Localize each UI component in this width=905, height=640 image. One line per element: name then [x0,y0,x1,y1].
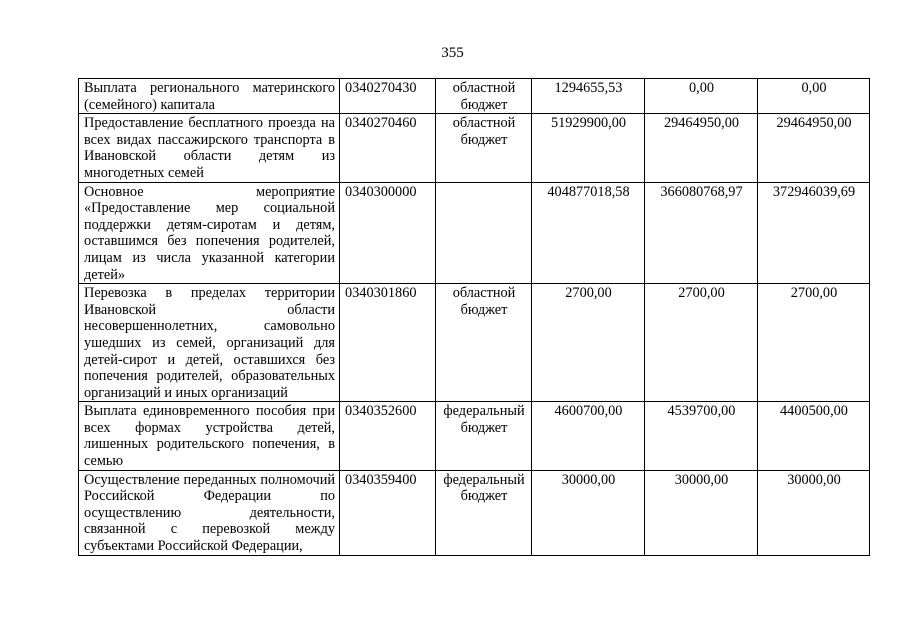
table-row [79,114,870,182]
row-source: областной бюджет [436,114,532,182]
row-value-1: 4600700,00 [532,402,645,470]
row-value-1: 2700,00 [532,284,645,402]
table-row [79,182,870,284]
row-source: федеральный бюджет [436,470,532,555]
table-row [79,470,870,555]
table-row [79,284,870,402]
row-name: Осуществление переданных полномочий Российской Федерации по осуществлению деятельности, связанной с перевозкой между субъектами Российской Федерации, [79,470,340,555]
row-name: Выплата единовременного пособия при всех формах устройства детей, лишенных родительского попечения, в семью [79,402,340,470]
row-source [436,182,532,284]
row-value-3: 4400500,00 [758,402,870,470]
row-name: Основное мероприятие «Предоставление мер социальной поддержки детям-сиротам и детям, оставшимся без попечения родителей, лицам из числа указанной категории детей» [79,182,340,284]
row-value-2: 4539700,00 [645,402,758,470]
row-value-2: 30000,00 [645,470,758,555]
row-name: Перевозка в пределах территории Ивановской области несовершеннолетних, самовольно ушедших из семей, организаций для детей-сирот и детей, оставшихся без попечения родителей, образовательных организаций и иных организаций [79,284,340,402]
row-value-1: 51929900,00 [532,114,645,182]
row-name: Предоставление бесплатного проезда на всех видах пассажирского транспорта в Ивановской области детям из многодетных семей [79,114,340,182]
row-value-1: 404877018,58 [532,182,645,284]
row-source: областной бюджет [436,284,532,402]
row-value-3: 372946039,69 [758,182,870,284]
row-value-3: 2700,00 [758,284,870,402]
row-source: федеральный бюджет [436,402,532,470]
row-code: 0340270460 [340,114,436,182]
row-code: 0340300000 [340,182,436,284]
row-value-3: 29464950,00 [758,114,870,182]
row-name: Выплата регионального материнского (семейного) капитала [79,79,340,114]
row-source: областной бюджет [436,79,532,114]
row-code: 0340270430 [340,79,436,114]
row-value-3: 30000,00 [758,470,870,555]
row-code: 0340301860 [340,284,436,402]
row-value-1: 1294655,53 [532,79,645,114]
row-value-2: 2700,00 [645,284,758,402]
row-value-2: 29464950,00 [645,114,758,182]
row-code: 0340352600 [340,402,436,470]
row-value-2: 0,00 [645,79,758,114]
row-value-3: 0,00 [758,79,870,114]
table-row [79,402,870,470]
page-number: 355 [441,45,464,61]
budget-table [78,78,870,556]
row-value-1: 30000,00 [532,470,645,555]
row-value-2: 366080768,97 [645,182,758,284]
row-code: 0340359400 [340,470,436,555]
table-row [79,79,870,114]
